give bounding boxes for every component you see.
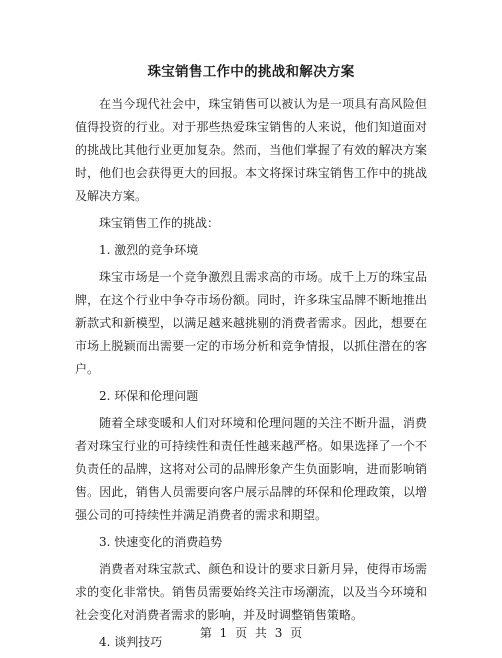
section-1-heading: 1. 激烈的竞争环境 xyxy=(99,243,199,257)
challenges-heading: 珠宝销售工作的挑战： xyxy=(99,216,220,230)
page-footer: 第 1 页 共 3 页 xyxy=(199,626,303,640)
section-2-heading: 2. 环保和伦理问题 xyxy=(99,389,199,403)
section-3-heading: 3. 快速变化的消费趋势 xyxy=(99,535,223,549)
document-body xyxy=(75,93,427,658)
section-2-paragraph: 随着全球变暖和人们对环境和伦理问题的关注不断升温，消费者对珠宝行业的可持续性和责任性越来越严格。如果选择了一个不负责任的品牌，这将对公司的品牌形象产生负面影响，进而影响销售。因此，销售人员需要向客户展示品牌的环保和伦理政策，以增强公司的可持续性并满足消费者的需求和期望。 xyxy=(75,416,427,522)
section-1-paragraph: 珠宝市场是一个竞争激烈且需求高的市场。成千上万的珠宝品牌，在这个行业中争夺市场份额。同时，许多珠宝品牌不断地推出新款式和新模型，以满足越来越挑剔的消费者需求。因此，想要在市场上脱颖而出需要一定的市场分析和竞争情报，以抓住潜在的客户。 xyxy=(75,270,427,376)
section-4-heading: 4. 谈判技巧 xyxy=(99,635,163,649)
document-title: 珠宝销售工作中的挑战和解决方案 xyxy=(147,64,355,80)
intro-paragraph: 在当今现代社会中，珠宝销售可以被认为是一项具有高风险但值得投资的行业。对于那些热爱珠宝销售的人来说，他们知道面对的挑战比其他行业更加复杂。然而，当他们掌握了有效的解决方案时，他们也会获得更大的回报。本文将探讨珠宝销售工作中的挑战及解决方案。 xyxy=(75,97,427,203)
section-3-paragraph: 消费者对珠宝款式、颜色和设计的要求日新月异，使得市场需求的变化非常快。销售员需要始终关注市场潮流，以及当今环境和社会变化对消费者需求的影响，并及时调整销售策略。 xyxy=(75,562,427,622)
